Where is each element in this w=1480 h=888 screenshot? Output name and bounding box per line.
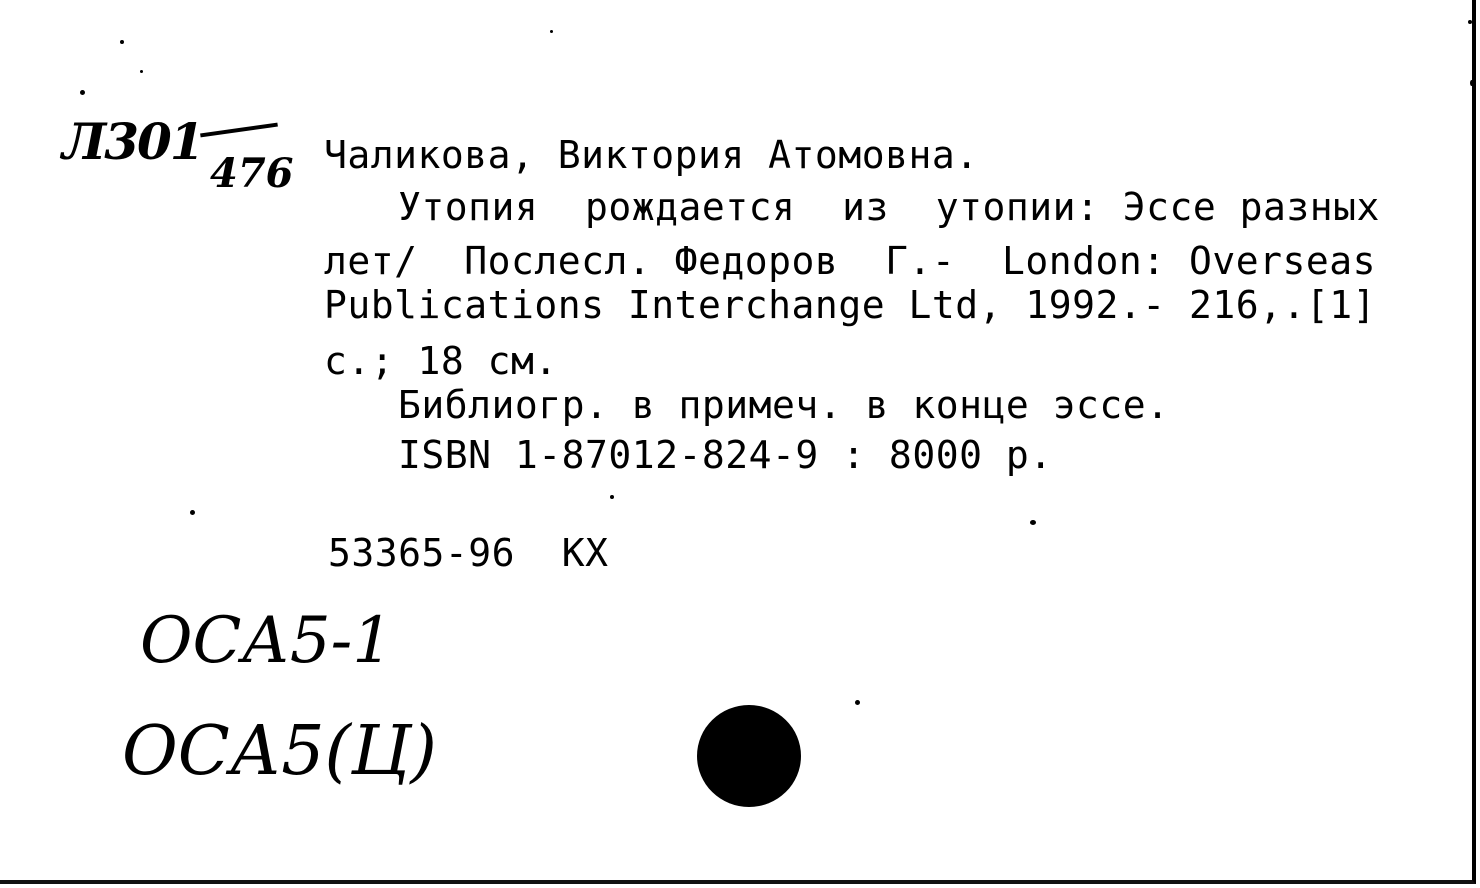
isbn-price-line: ISBN 1-87012-824-9 : 8000 р. xyxy=(398,433,1053,477)
speck xyxy=(855,700,860,705)
title-line-2: лет/ Послесл. Федоров Г.- London: Overseas xyxy=(324,239,1377,283)
speck xyxy=(610,495,614,499)
speck xyxy=(80,90,85,95)
shelf-mark-divider xyxy=(200,123,278,138)
title-line-3: Publications Interchange Ltd, 1992.- 216,.[1] xyxy=(324,283,1377,327)
handwritten-code-1: ОСА5-1 xyxy=(140,604,393,678)
bibliography-note: Библиогр. в примеч. в конце эссе. xyxy=(398,383,1170,427)
title-line-1: Утопия рождается из утопии: Эссе разных xyxy=(398,185,1380,229)
speck xyxy=(550,30,553,33)
handwritten-code-2: ОСА5(Ц) xyxy=(122,712,437,791)
shelf-mark-sub: 476 xyxy=(210,150,294,197)
title-line-4: с.; 18 см. xyxy=(324,339,558,383)
author-line: Чаликова, Виктория Атомовна. xyxy=(324,133,979,177)
speck xyxy=(1468,20,1472,24)
speck xyxy=(140,70,143,73)
punch-hole xyxy=(697,705,801,807)
speck xyxy=(1030,520,1036,525)
shelf-mark: Л301 xyxy=(62,112,203,171)
accession-number: 53365-96 КХ xyxy=(328,531,609,575)
speck xyxy=(120,40,124,44)
speck xyxy=(1470,80,1473,86)
speck xyxy=(190,510,195,515)
